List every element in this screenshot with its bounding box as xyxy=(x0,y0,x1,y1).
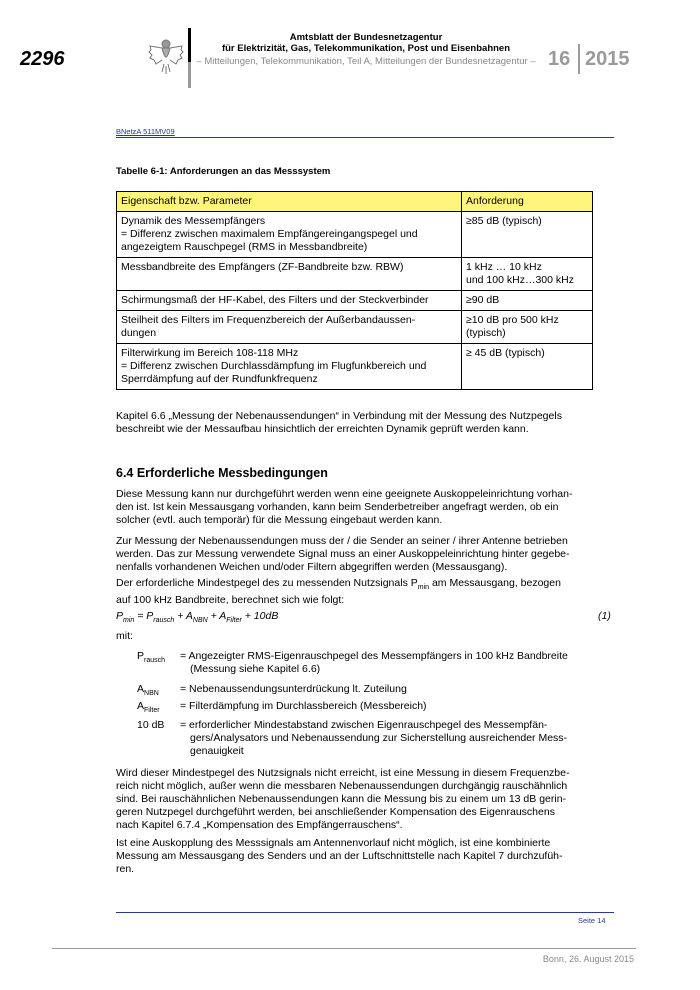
def-symbol: $A_{Filter}$ xyxy=(137,700,160,715)
parameter-cell: Steilheit des Filters im Frequenzbereich der Außerbandaussen- dungen xyxy=(117,311,462,344)
table-caption: Tabelle 6-1: Anforderungen an das Messsystem xyxy=(116,166,331,177)
parameter-cell: Filterwirkung im Bereich 108-118 MHz = Differenz zwischen Durchlassdämpfung im Flugfunkbereich und Sperrdämpfung auf der Rundfunkfrequenz xyxy=(117,344,462,390)
publication-title xyxy=(196,32,536,54)
publication-title-line2: für Elektrizität, Gas, Telekommunikation, Post und Eisenbahnen xyxy=(221,43,511,54)
paragraph-1: Diese Messung kann nur durchgeführt werden wenn eine geeignete Auskoppeleinrichtung vorhan- den ist. Ist kein Messausgang vorhanden, kann beim Senderbetreiber angefragt werden, ob ein solcher (evtl. auch temporär) für die Messung eingebaut werden kann. xyxy=(116,488,573,526)
table-row xyxy=(117,258,593,291)
issue-separator xyxy=(578,44,580,74)
bottom-rule xyxy=(52,948,636,949)
table-row xyxy=(117,291,593,311)
page-label: Seite 14 xyxy=(578,916,606,925)
paragraph-5: Ist eine Auskopplung des Messsignals am Antennenvorlauf nicht möglich, ist eine kombinierte Messung am Messausgang des Senders und an der Luftschnittstelle nach Kapitel 7 durchzufüh- ren. xyxy=(116,837,563,875)
def-symbol: 10 dB xyxy=(137,719,165,731)
publication-title-line1: Amtsblatt der Bundesnetzagentur xyxy=(289,32,443,43)
header-parameter: Eigenschaft bzw. Parameter xyxy=(117,192,462,212)
requirement-cell: ≥85 dB (typisch) xyxy=(462,212,593,258)
paragraph-2: Zur Messung der Nebenaussendungen muss der / die Sender an seiner / ihrer Antenne betrieben werden. Das zur Messung verwendete Signal muss an einer Auskoppeleinrichtung hinter gegebe- nenfalls vorhandenen Weichen und/oder Filtern abgegriffen werden (Messausgang). xyxy=(116,535,570,573)
parameter-cell: Dynamik des Messempfängers = Differenz zwischen maximalem Empfängereingangspegel und angezeigtem Rauschpegel (RMS in Messbandbreite) xyxy=(117,212,462,258)
requirement-cell: ≥ 45 dB (typisch) xyxy=(462,344,593,390)
def-text: = Nebenaussendungsunterdrückung lt. Zuteilung xyxy=(180,683,407,695)
parameter-cell: Schirmungsmaß der HF-Kabel, des Filters und der Steckverbinder xyxy=(117,291,462,311)
requirement-cell: ≥90 dB xyxy=(462,291,593,311)
def-text: = Angezeigter RMS-Eigenrauschpegel des Messempfängers in 100 kHz Bandbreite (Messung siehe Kapitel 6.6) xyxy=(180,650,568,675)
publication-date: Bonn, 26. August 2015 xyxy=(542,954,634,964)
federal-eagle-icon xyxy=(148,36,184,76)
def-symbol: $A_{NBN}$ xyxy=(137,683,159,698)
issue-page-number: 2296 xyxy=(20,48,65,70)
issue-number: 16 xyxy=(548,48,571,70)
header-divider-lower xyxy=(188,62,191,88)
equation-number: (1) xyxy=(598,610,611,622)
paragraph-kapitel-ref: Kapitel 6.6 „Messung der Nebenaussendungen“ in Verbindung mit der Messung des Nutzpegels beschreibt wie der Messaufbau hinsichtlich der erreichten Dynamik geprüft werden kann. xyxy=(116,410,562,435)
table-header-row xyxy=(117,192,593,212)
requirement-cell: ≥10 dB pro 500 kHz (typisch) xyxy=(462,311,593,344)
table-row xyxy=(117,212,593,258)
def-symbol: $P_{rausch}$ xyxy=(137,650,166,665)
paragraph-3: Der erforderliche Mindestpegel des zu messenden Nutzsignals $P_{min}$ am Messausgang, bezogen auf 100 kHz Bandbreite, berechnet sich wie folgt: xyxy=(116,577,561,607)
def-text: = erforderlicher Mindestabstand zwischen Eigenrauschpegel des Messempfän- gers/Analysators und Nebenaussendung zur Sicherstellung ausreichender Mess- genauigkeit xyxy=(180,719,568,757)
publication-subtitle: – Mitteilungen, Telekommunikation, Teil A, Mitteilungen der Bundesnetzagentur – xyxy=(196,56,536,67)
document-reference: BNetzA 511MV09 xyxy=(116,127,175,136)
reference-rule xyxy=(116,137,614,138)
requirement-cell: 1 kHz … 10 kHz und 100 kHz…300 kHz xyxy=(462,258,593,291)
table-row xyxy=(117,311,593,344)
formula: $P_{min} = P_{rausch} + A_{NBN} + A_{Filter} + 10dB$ xyxy=(116,610,279,625)
header-requirement: Anforderung xyxy=(462,192,593,212)
parameter-cell: Messbandbreite des Empfängers (ZF-Bandbreite bzw. RBW) xyxy=(117,258,462,291)
table-row xyxy=(117,344,593,390)
issue-year: 2015 xyxy=(585,48,630,70)
def-text: = Filterdämpfung im Durchlassbereich (Messbereich) xyxy=(180,700,427,712)
section-heading: 6.4 Erforderliche Messbedingungen xyxy=(116,466,328,480)
requirements-table xyxy=(116,191,593,390)
paragraph-4: Wird dieser Mindestpegel des Nutzsignals nicht erreicht, ist eine Messung in diesem Frequenzbe- reich nicht möglich, außer wenn die messbaren Nebenaussendungen durchgängig rauschähnlich sind. Bei rauschähnlichen Nebenaussendungen kann die Messung bis zu einem um 13 dB gerin- geren Nutzpegel durchgeführt werden, bei anschließender Kompensation des Eigenrauschens nach Kapitel 6.7.4 „Kompensation des Empfängerrauschens“. xyxy=(116,767,570,831)
mit-label: mit: xyxy=(116,630,133,642)
footer-rule xyxy=(116,912,614,913)
